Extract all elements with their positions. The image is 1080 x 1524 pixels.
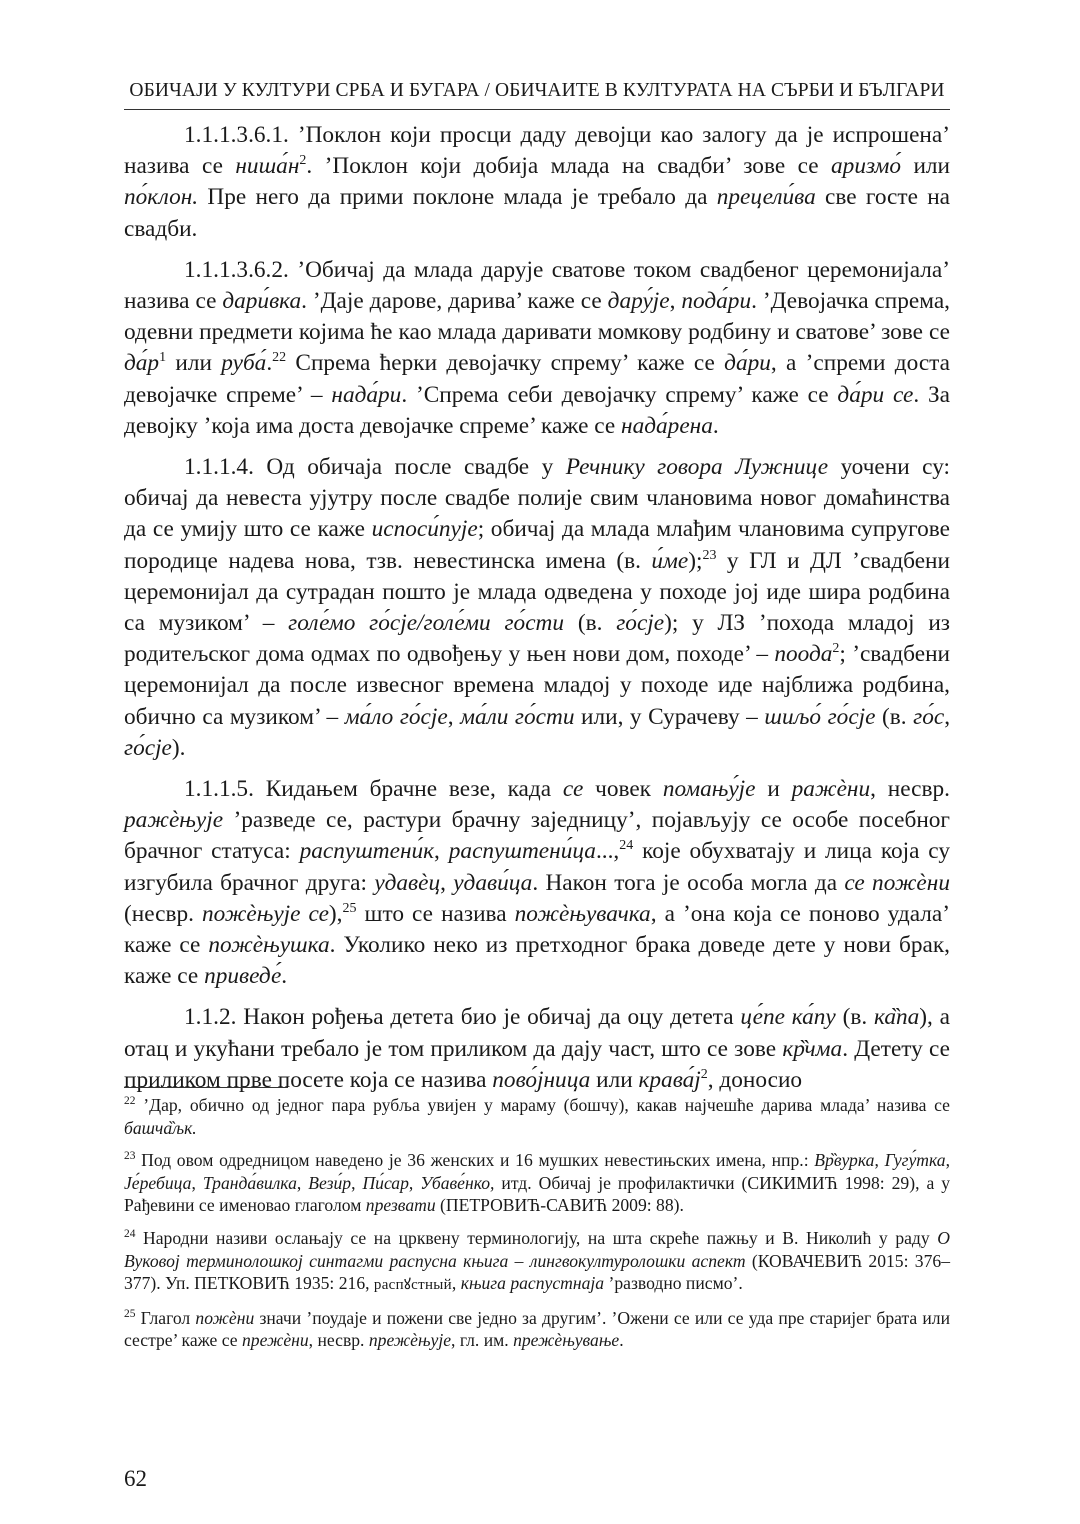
footnote-23: $^{23}$ Под овом одредницом наведено је 36 женских и 16 мушких невестињских имена, нпр.: Вр̏вурка, Гугу́тка, Је́ребица, Транда́вилка, Вези́р, Пи́сар, Убаве́нко, итд. Обичај је профилактички (СИКИМИЋ 1998: 29), а у Рађевини се именовао глаголом презвати (ПЕТРОВИЋ-САВИЋ 2009: 88).	[124, 1150, 951, 1216]
footnote-25: $^{25}$ Глагол пожѐни значи ’поудаје и пожени све једно за другим’. ’Ожени се или се уда пре старијег брата или сестре’ каже се прежѐни, несвр. прежѐњује, гл. им. прежѐњување.	[124, 1307, 950, 1351]
paragraph-1-1-1-4: 1.1.1.4. Од обичаја после свадбе у Речнику говора Лужнице уочени су: обичај да невеста ујутру после свадбе полије свим члановима новог домаћинства да се умију што се каже испоси́пује; обичај да млада млађим члановима супругове породице надева нова, тзв. невестинска имена (в. и́ме);$^{23}$ у ГЛ и ДЛ ’свадбени церемонијал да сутрадан пошто је млада одведена у походе јој иде шира родбина са музиком’ – голе́мо го́сје/голе́ми го́сти (в. го́сје); у ЛЗ ’похода младој из родитељског дома одмах по одвођењу у њен нови дом, походе’ – поода$^2$; ’свадбени церемонијал да после извесног времена младој у походе иде најближа родбина, обично са музиком’ – ма́ло го́сје, ма́ли го́сти или, у Сурачеву – шиљо́ го́сје (в. го́с, го́сје).	[124, 454, 951, 761]
header-rule	[124, 109, 950, 110]
main-text	[124, 120, 950, 1106]
footnote-ref-24[interactable]: 24	[619, 838, 634, 854]
footnote-separator	[124, 1087, 288, 1088]
footnotes	[124, 1094, 950, 1362]
footnote-ref-25[interactable]: 25	[342, 901, 357, 917]
paragraph-1-1-1-3-6-2: 1.1.1.3.6.2. ’Обичај да млада дарује сватове током свадбеног церемонијала’ назива се дари́вка. ’Даје дарове, дарива’ каже се дару́је, пода́ри. ’Девојачка спрема, одевни предмети којима ће као млада даривати момкову родбину и сватове’ зове се $да́р^1$ или руба́.$^{22}$ Спрема ћерки девојачку спрему’ каже се да́ри, а ’спреми доста девојачке спреме’ – нада́ри. ’Спрема себи девојачку спрему’ каже се да́ри се. За девојку ’која има доста девојачке спреме’ каже се нада́рена.	[124, 256, 951, 439]
footnote-ref-23[interactable]: 23	[702, 547, 717, 563]
running-header: ОБИЧАЈИ У КУЛТУРИ СРБА И БУГАРА / ОБИЧАИТЕ В КУЛТУРАТА НА СЪРБИ И БЪЛГАРИ	[129, 80, 945, 101]
footnote-24: $^{24}$ Народни називи ослањају се на црквену терминологију, на шта скреће пажњу и В. Николић у раду О Вуковој терминолошкој синтагми распусна књига – лингвокултуролошки аспект (КОВАЧЕВИЋ 2015: 376–377). Уп. ПЕТКОВИЋ 1935: 216, распꙋстный, књига распустнаја ’разводно писмо’.	[124, 1227, 950, 1294]
paragraph-1-1-1-3-6-1: 1.1.1.3.6.1. ’Поклон који просци даду девојци као залогу да је испрошена’ назива се $ниша́н^2$. ’Поклон који добија млада на свадби’ зове се аризмо́ или по́клон. Пре него да прими поклоне млада је требало да прецели́ва све госте на свадби.	[124, 122, 951, 242]
paragraph-1-1-1-5: 1.1.1.5. Кидањем брачне везе, када се човек помању́је и ражѐни, несвр. ражѐњује ’разведе се, растури брачну заједницу’, појављују се особе посебног брачног статуса: распуштени́к, распуштени́ца...,$^{24}$ које обухватају и лица која су изгубила брачног друга: удавѐц, удави́ца. Након тога је особа могла да се пожѐни (несвр. пожѐњује се),$^{25}$ што се назива пожѐњувачка, а ’она која се поново удала’ каже се пожѐњушка. Уколико неко из претходног брака доведе дете у нови брак, каже се приведе́.	[124, 776, 950, 990]
footnote-22: $^{22}$ ’Дар, обично од једног пара рубља увијен у мараму (бошчу), какав најчешће дарива млада’ назива се башча̏љк.	[124, 1095, 950, 1138]
paragraph-1-1-2: 1.1.2. Након рођења детета био је обичај да оцу детета це́пе ка́пу (в. ка̏па), а отац и укућани требало је том приликом да дају част, што се зове кр̏чма. Детету се приликом прве посете која се назива пово́јница или $крава́ј^2$, доносио	[124, 1004, 951, 1093]
footnote-ref-22[interactable]: 22	[272, 350, 287, 366]
page-number: 62	[124, 1466, 147, 1491]
